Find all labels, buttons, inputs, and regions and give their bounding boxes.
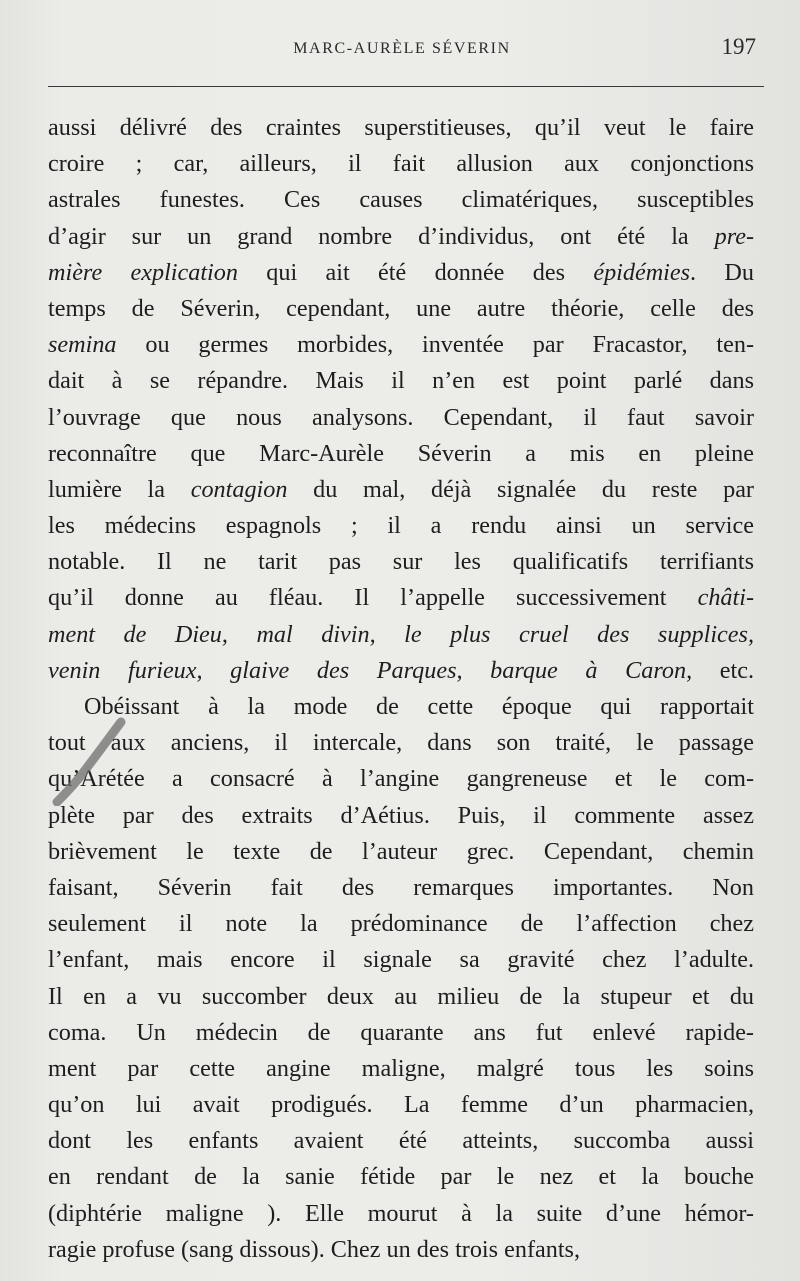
text-span: Obéissant à la mode de cette époque qui rapportait [84, 693, 754, 720]
text-line [48, 219, 754, 255]
text-span: en rendant de la sanie fétide par le nez et la bouche [48, 1163, 754, 1191]
italic-text: mière explication [48, 258, 238, 286]
text-span: plète par des extraits d’Aétius. Puis, il commente assez [48, 801, 754, 829]
text-span: faisant, Séverin fait des remarques importantes. Non [48, 873, 754, 901]
text-line [48, 942, 754, 978]
text-line [48, 436, 754, 472]
text-line [48, 1087, 754, 1123]
text-line [48, 979, 754, 1015]
body-text [48, 110, 754, 1268]
header-rule [48, 86, 764, 87]
text-line [48, 870, 754, 906]
pencil-mark [49, 716, 129, 806]
text-line [48, 255, 754, 291]
text-line [48, 798, 754, 834]
text-span: qu’on lui avait prodigués. La femme d’un pharmacien, [48, 1091, 754, 1119]
text-line [48, 761, 754, 797]
page-number: 197 [721, 34, 756, 59]
text-line [48, 725, 754, 761]
text-line [48, 834, 754, 870]
text-span: coma. Un médecin de quarante ans fut enlevé rapide- [48, 1018, 754, 1046]
text-span: ou germes morbides, inventée par Fracastor, ten- [116, 331, 754, 359]
text-span: d’agir sur un grand nombre d’individus, ont été la [48, 222, 715, 250]
text-line [48, 1196, 754, 1232]
text-span: ragie profuse (sang dissous). Chez un des trois enfants, [48, 1235, 581, 1263]
text-span: qu’Arétée a consacré à l’angine gangreneuse et le com- [48, 765, 754, 793]
text-line [48, 1232, 754, 1268]
text-span: etc. [692, 656, 754, 684]
text-line [48, 544, 754, 580]
text-line [48, 508, 754, 544]
running-head [48, 32, 756, 66]
italic-text: pre- [714, 222, 754, 250]
text-span: dont les enfants avaient été atteints, succomba aussi [48, 1127, 754, 1155]
text-line [48, 400, 754, 436]
text-span: . Du [690, 258, 754, 286]
text-span: du mal, déjà signalée du reste par [287, 475, 754, 503]
italic-text: ment de Dieu, mal divin, le plus cruel des supplices, [48, 620, 754, 648]
text-line [48, 906, 754, 942]
text-span: astrales funestes. Ces causes climatériques, susceptibles [48, 186, 754, 214]
text-span: notable. Il ne tarit pas sur les qualificatifs terrifiants [48, 548, 754, 576]
text-span: croire ; car, ailleurs, il fait allusion aux conjonctions [48, 150, 754, 178]
text-line [48, 617, 754, 653]
text-line [48, 327, 754, 363]
text-span: ment par cette angine maligne, malgré tous les soins [48, 1054, 754, 1082]
text-span: dait à se répandre. Mais il n’en est point parlé dans [48, 367, 754, 395]
text-line [48, 472, 754, 508]
text-span: reconnaître que Marc-Aurèle Séverin a mis en pleine [48, 439, 754, 467]
text-line [48, 182, 754, 218]
text-span: (diphtérie maligne ). Elle mourut à la suite d’une hémor- [48, 1199, 754, 1227]
text-span: qui ait été donnée des [237, 258, 594, 286]
italic-text: semina [48, 331, 117, 359]
text-span: l’enfant, mais encore il signale sa gravité chez l’adulte. [48, 946, 754, 974]
text-span: aussi délivré des craintes superstitieuses, qu’il veut le faire [48, 114, 754, 141]
italic-text: épidémies [593, 258, 691, 286]
italic-text: châti- [697, 584, 754, 612]
text-line [48, 653, 754, 689]
text-span: brièvement le texte de l’auteur grec. Cependant, chemin [48, 837, 754, 865]
text-line [48, 1015, 754, 1051]
text-span: lumière la [48, 475, 191, 503]
text-line [48, 110, 754, 146]
text-span: Il en a vu succomber deux au milieu de la stupeur et du [48, 982, 754, 1010]
text-span: temps de Séverin, cependant, une autre théorie, celle des [48, 294, 754, 322]
text-span: seulement il note la prédominance de l’affection chez [48, 910, 754, 938]
text-line [48, 689, 754, 725]
text-line [48, 363, 754, 399]
text-line [48, 1159, 754, 1195]
text-line [48, 580, 754, 616]
text-span: tout aux anciens, il intercale, dans son traité, le passage [48, 729, 754, 757]
text-line [48, 1051, 754, 1087]
text-span: qu’il donne au fléau. Il l’appelle successivement [48, 584, 698, 612]
text-span: l’ouvrage que nous analysons. Cependant, il faut savoir [48, 403, 754, 431]
text-line [48, 291, 754, 327]
italic-text: venin furieux, glaive des Parques, barque à Caron, [48, 656, 693, 684]
text-span: les médecins espagnols ; il a rendu ainsi un service [48, 512, 754, 540]
italic-text: contagion [190, 475, 288, 503]
text-line [48, 1123, 754, 1159]
running-title: MARC-AURÈLE SÉVERIN [293, 40, 511, 57]
text-line [48, 146, 754, 182]
